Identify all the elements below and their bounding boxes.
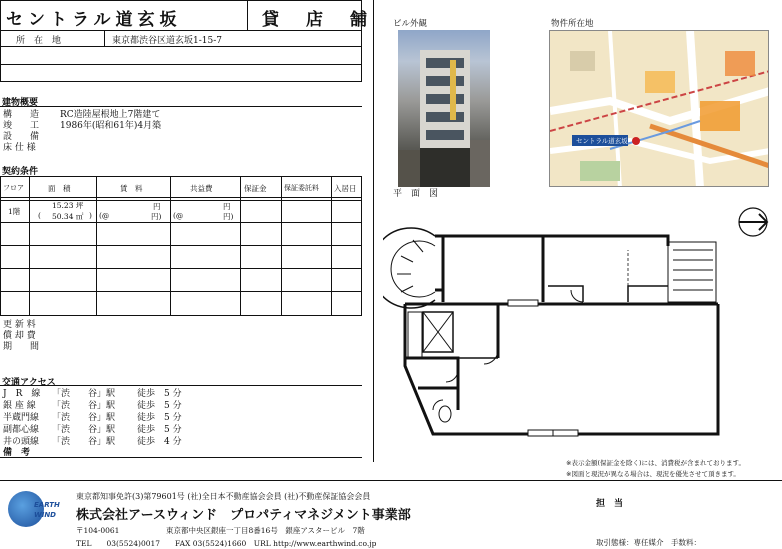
access-line-1: J R 線 <box>3 389 41 399</box>
col-header-area: 面 積 <box>48 184 71 193</box>
row1-floor: 1階 <box>8 207 21 216</box>
col-header-common-fee: 共益費 <box>190 184 213 193</box>
company-logo <box>8 491 62 531</box>
building-value-completed: 1986年(昭和61年)4月築 <box>60 121 162 131</box>
col-header-guarantee-fee: 保証委託料 <box>284 184 319 192</box>
access-line-5: 井の頭線 <box>3 437 40 447</box>
person-in-charge-label: 担 当 <box>596 499 624 509</box>
remarks-label: 備 考 <box>3 448 31 458</box>
location-label: 所 在 地 <box>16 36 62 46</box>
building-label-completed: 竣 工 <box>3 121 40 131</box>
building-value-structure: RC造陸屋根地上7階建て <box>60 110 161 120</box>
north-arrow-icon <box>739 208 767 236</box>
row1-area-tsubo: 15.23 坪 <box>52 201 84 210</box>
access-station-3: 「渋 谷」駅 <box>52 413 116 423</box>
access-walk-2: 徒歩 5 分 <box>137 401 182 411</box>
map-label: 物件所在地 <box>551 19 594 29</box>
row1-area-m2: 50.34 ㎡ <box>52 212 84 221</box>
access-walk-4: 徒歩 5 分 <box>137 425 182 435</box>
location-map <box>549 30 769 187</box>
extra-label-amortization: 償 却 費 <box>3 331 36 341</box>
logo-line1: EARTH <box>34 501 60 509</box>
col-header-deposit: 保証金 <box>244 184 267 193</box>
building-label-floor: 床 仕 様 <box>3 143 36 153</box>
access-walk-3: 徒歩 5 分 <box>137 413 182 423</box>
building-photo <box>398 30 490 187</box>
building-label-equipment: 設 備 <box>3 132 40 142</box>
floorplan-label: 平 面 図 <box>393 189 439 199</box>
building-label-structure: 構 造 <box>3 110 40 120</box>
photo-label: ビル外観 <box>393 19 428 29</box>
license-text: 東京都知事免許(3)第79601号 (社)全日本不動産協会会員 (社)不動産保証協会会員 <box>76 492 371 501</box>
col-header-rent: 賃 料 <box>120 184 143 193</box>
note-tax: ※表示金額(保証金を除く)には、消費税が含まれております。 <box>566 459 745 467</box>
company-address: 東京都中央区銀座一丁目8番16号 銀座アスタービル 7階 <box>166 526 365 535</box>
address-value: 東京都渋谷区道玄坂1-15-7 <box>112 36 222 46</box>
access-line-2: 銀 座 線 <box>3 401 36 411</box>
access-station-1: 「渋 谷」駅 <box>52 389 116 399</box>
contract-section-title: 契約条件 <box>2 167 39 177</box>
contact-line: TEL 03(5524)0017 FAX 03(5524)1660 URL http://www.earthwind.co.jp <box>76 539 377 548</box>
row1-common-paren-unit: 円) <box>223 212 234 221</box>
extra-label-period: 期 間 <box>3 342 40 352</box>
row1-rent-unit: 円 <box>153 202 161 211</box>
access-walk-1: 徒歩 5 分 <box>137 389 182 399</box>
property-name: セントラル道玄坂 <box>6 10 182 30</box>
access-line-3: 半蔵門線 <box>3 413 40 423</box>
postal-code: 〒104-0061 <box>76 526 120 535</box>
row1-rent-at: (@ <box>99 211 110 220</box>
access-station-5: 「渋 谷」駅 <box>52 437 116 447</box>
row1-common-unit: 円 <box>223 202 231 211</box>
row1-rent-paren-unit: 円) <box>151 212 162 221</box>
company-name: 株式会社アースウィンド プロパティマネジメント事業部 <box>76 508 411 523</box>
access-station-4: 「渋 谷」駅 <box>52 425 116 435</box>
col-header-floor: フロア <box>3 184 24 192</box>
access-line-4: 副都心線 <box>3 425 40 435</box>
property-type: 貸 店 舗 <box>262 10 372 30</box>
map-pin-label: セントラル道玄坂 <box>576 137 628 145</box>
floor-plan <box>383 200 778 450</box>
center-divider <box>373 0 374 462</box>
access-walk-5: 徒歩 4 分 <box>137 437 182 447</box>
col-header-move-in: 入居日 <box>334 184 357 193</box>
building-section-title: 建物概要 <box>2 98 39 108</box>
footer-divider <box>0 480 782 481</box>
row1-area-close: ) <box>89 211 92 220</box>
note-discrepancy: ※図面と現況が異なる場合は、現況を優先させて頂きます。 <box>566 470 740 478</box>
transaction-terms: 取引態様：専任媒介 手数料： <box>596 538 701 547</box>
row1-area-open: ( <box>38 211 41 220</box>
row1-common-at: (@ <box>173 211 184 220</box>
logo-line2: WIND <box>34 511 56 519</box>
access-section-title: 交通アクセス <box>2 378 56 388</box>
earth-logo-icon <box>8 491 44 527</box>
extra-label-renewal: 更 新 料 <box>3 320 36 330</box>
access-station-2: 「渋 谷」駅 <box>52 401 116 411</box>
